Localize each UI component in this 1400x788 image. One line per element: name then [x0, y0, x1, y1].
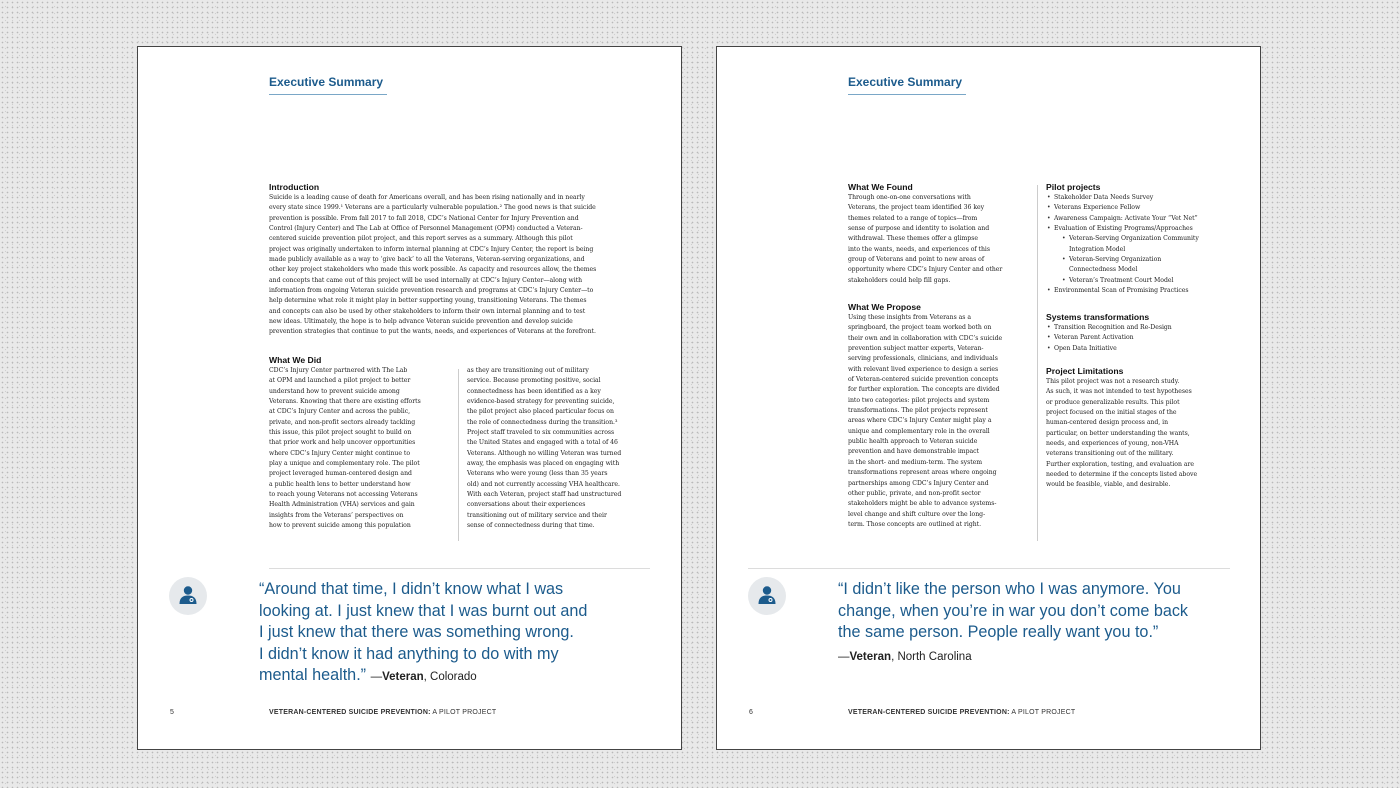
column-divider — [1037, 185, 1038, 541]
what-we-did-heading: What We Did — [269, 355, 322, 365]
what-we-propose-body: Using these insights from Veterans as a springboard, the project team worked both on their own and in collaboration with CDC’s suicide prevention subject matter experts, Veteran- serving professionals, clinicians, and individuals with relevant lived experience to design a series of Veteran-centered suicide prevention concepts for further exploration. The concepts are divided into two categories: pilot projects and system transformations. The pilot projects represent areas where CDC’s Injury Center might play a unique and complementary role in the overall public health approach to Veteran suicide prevention and have demonstrable impact in the short- and medium-term. The system transformations represent areas where ongoing partnerships among CDC’s Injury Center and other public, private, and non-profit sector stakeholders might be able to advance systems- level change and shift culture over the long- term. Those concepts are outlined at right. — [848, 314, 1003, 528]
list-item: • Awareness Campaign: Activate Your “Vet Net” — [1046, 214, 1241, 224]
page-number: 6 — [749, 709, 753, 716]
page-number: 5 — [170, 709, 174, 716]
veteran-avatar — [169, 577, 207, 615]
list-item: • Evaluation of Existing Programs/Approaches — [1046, 224, 1241, 234]
systems-transformations-list — [1046, 323, 1241, 354]
list-item: • Open Data Initiative — [1046, 344, 1241, 354]
introduction-section — [269, 182, 659, 338]
report-title: VETERAN-CENTERED SUICIDE PREVENTION: A PILOT PROJECT — [848, 709, 1076, 716]
veteran-quote: “I didn’t like the person who I was anymore. You change, when you’re in war you don’t come back the same person. People really want you to.” —Veteran, North Carolina — [838, 580, 1189, 663]
pilot-projects-section — [1046, 182, 1241, 296]
introduction-heading: Introduction — [269, 182, 320, 192]
report-page-5 — [137, 46, 682, 750]
list-subitem: • Veteran-Serving Organization Community — [1046, 234, 1241, 244]
what-we-found-heading: What We Found — [848, 182, 913, 192]
section-header: Executive Summary — [269, 75, 387, 95]
what-we-propose-section — [848, 302, 1036, 530]
veteran-avatar — [748, 577, 786, 615]
what-we-found-body: Through one-on-one conversations with Veterans, the project team identified 36 key themes related to a range of topics—from sense of purpose and identity to isolation and withdrawal. These themes offer a glimpse into the wants, needs, and experiences of this group of Veterans and point to new areas of opportunity where CDC’s Injury Center and other stakeholders could help fill gaps. — [848, 194, 1003, 284]
list-subitem-continued: Integration Model — [1069, 245, 1126, 253]
project-limitations-section — [1046, 366, 1241, 491]
list-subitem: • Veteran-Serving Organization — [1046, 255, 1241, 265]
quote-divider — [748, 568, 1230, 569]
person-icon — [178, 585, 198, 605]
what-we-found-section — [848, 182, 1036, 286]
column-divider — [458, 369, 459, 541]
list-item: • Transition Recognition and Re-Design — [1046, 323, 1241, 333]
list-item: • Environmental Scan of Promising Practices — [1046, 286, 1241, 296]
what-we-propose-heading: What We Propose — [848, 302, 921, 312]
report-title: VETERAN-CENTERED SUICIDE PREVENTION: A PILOT PROJECT — [269, 709, 497, 716]
veteran-quote: “Around that time, I didn’t know what I was looking at. I just knew that I was burnt out and I just knew that there was something wrong. I didn’t know it had anything to do with my mental health.” —Veteran, Colorado — [259, 580, 588, 685]
quote-attribution: —Veteran, North Carolina — [838, 650, 972, 663]
list-item: • Veteran Parent Activation — [1046, 333, 1241, 343]
report-page-6 — [716, 46, 1261, 750]
pilot-projects-list — [1046, 193, 1241, 296]
person-icon — [757, 585, 777, 605]
what-we-did-column-1: CDC’s Injury Center partnered with The Lab at OPM and launched a pilot project to better understand how to prevent suicide among Veterans. Knowing that there are existing efforts at CDC’s Injury Center and across the public, private, and non-profit sectors already tackling this issue, this pilot project sought to build on that prior work and help uncover opportunities where CDC’s Injury Center might continue to play a unique and complementary role. The pilot project leveraged human-centered design and a public health lens to better understand how to reach young Veterans not accessing Veterans Health Administration (VHA) services and gain insights from the Veterans’ perspectives on how to prevent suicide among this population — [269, 367, 421, 530]
list-item: • Veterans Experience Fellow — [1046, 203, 1241, 213]
what-we-did-column-2: as they are transitioning out of military service. Because promoting positive, social connectedness has been identified as a key evidence-based strategy for preventing suicide, the pilot project also placed particular focus on the role of connectedness during the transition.³ Project staff traveled to six communities across the United States and engaged with a total of 46 Veterans. Although no willing Veteran was turned away, the emphasis was placed on engaging with Veterans who were young (less than 35 years old) and not currently accessing VHA healthcare. With each Veteran, project staff had unstructured conversations about their experiences transitioning out of military service and their sense of connectedness during that time. — [467, 367, 622, 530]
quote-divider — [269, 568, 650, 569]
introduction-body: Suicide is a leading cause of death for Americans overall, and has been rising nationally and in nearly every state since 1999.¹ Veterans are a particularly vulnerable population.² The good news is that suicide prevention is possible. From fall 2017 to fall 2018, CDC’s National Center for Injury Prevention and Control (Injury Center) and The Lab at Office of Personnel Management (OPM) conducted a Veteran- centered suicide prevention pilot project, and this report serves as a summary. Although this pilot project was originally undertaken to inform internal planning at CDC’s Injury Center, the report is being made publicly available as a way to ‘give back’ to all the Veterans, Veteran-serving organizations, and other key project stakeholders who made this work possible. As capacity and resources allow, the themes and concepts that came out of this project will be used internally at CDC’s Injury Center—along with information from ongoing Veteran suicide prevention research and programs at CDC’s Injury Center—to help determine what role it might play in better supporting young, transitioning Veterans. The themes and concepts can also be used by other stakeholders to inform their own internal planning and to test new ideas. Ultimately, the hope is to help advance Veteran suicide prevention and develop suicide prevention strategies that continue to put the wants, needs, and experiences of Veterans at the forefront. — [269, 194, 597, 336]
quote-attribution: —Veteran, Colorado — [370, 671, 477, 684]
list-subitem: • Veteran’s Treatment Court Model — [1046, 276, 1241, 286]
list-subitem-continued: Connectedness Model — [1069, 266, 1138, 274]
section-header: Executive Summary — [848, 75, 966, 95]
systems-transformations-section — [1046, 312, 1241, 354]
project-limitations-body: This pilot project was not a research study. As such, it was not intended to test hypotheses or produce generalizable results. This pilot project focused on the initial stages of the human-centered design process and, in particular, on better understanding the wants, needs, and experiences of young, non-VHA veterans transitioning out of the military. Further exploration, testing, and evaluation are needed to determine if the concepts listed above would be feasible, viable, and desirable. — [1046, 378, 1198, 489]
project-limitations-heading: Project Limitations — [1046, 366, 1124, 376]
pilot-projects-heading: Pilot projects — [1046, 182, 1101, 192]
list-item: • Stakeholder Data Needs Survey — [1046, 193, 1241, 203]
systems-transformations-heading: Systems transformations — [1046, 312, 1150, 322]
